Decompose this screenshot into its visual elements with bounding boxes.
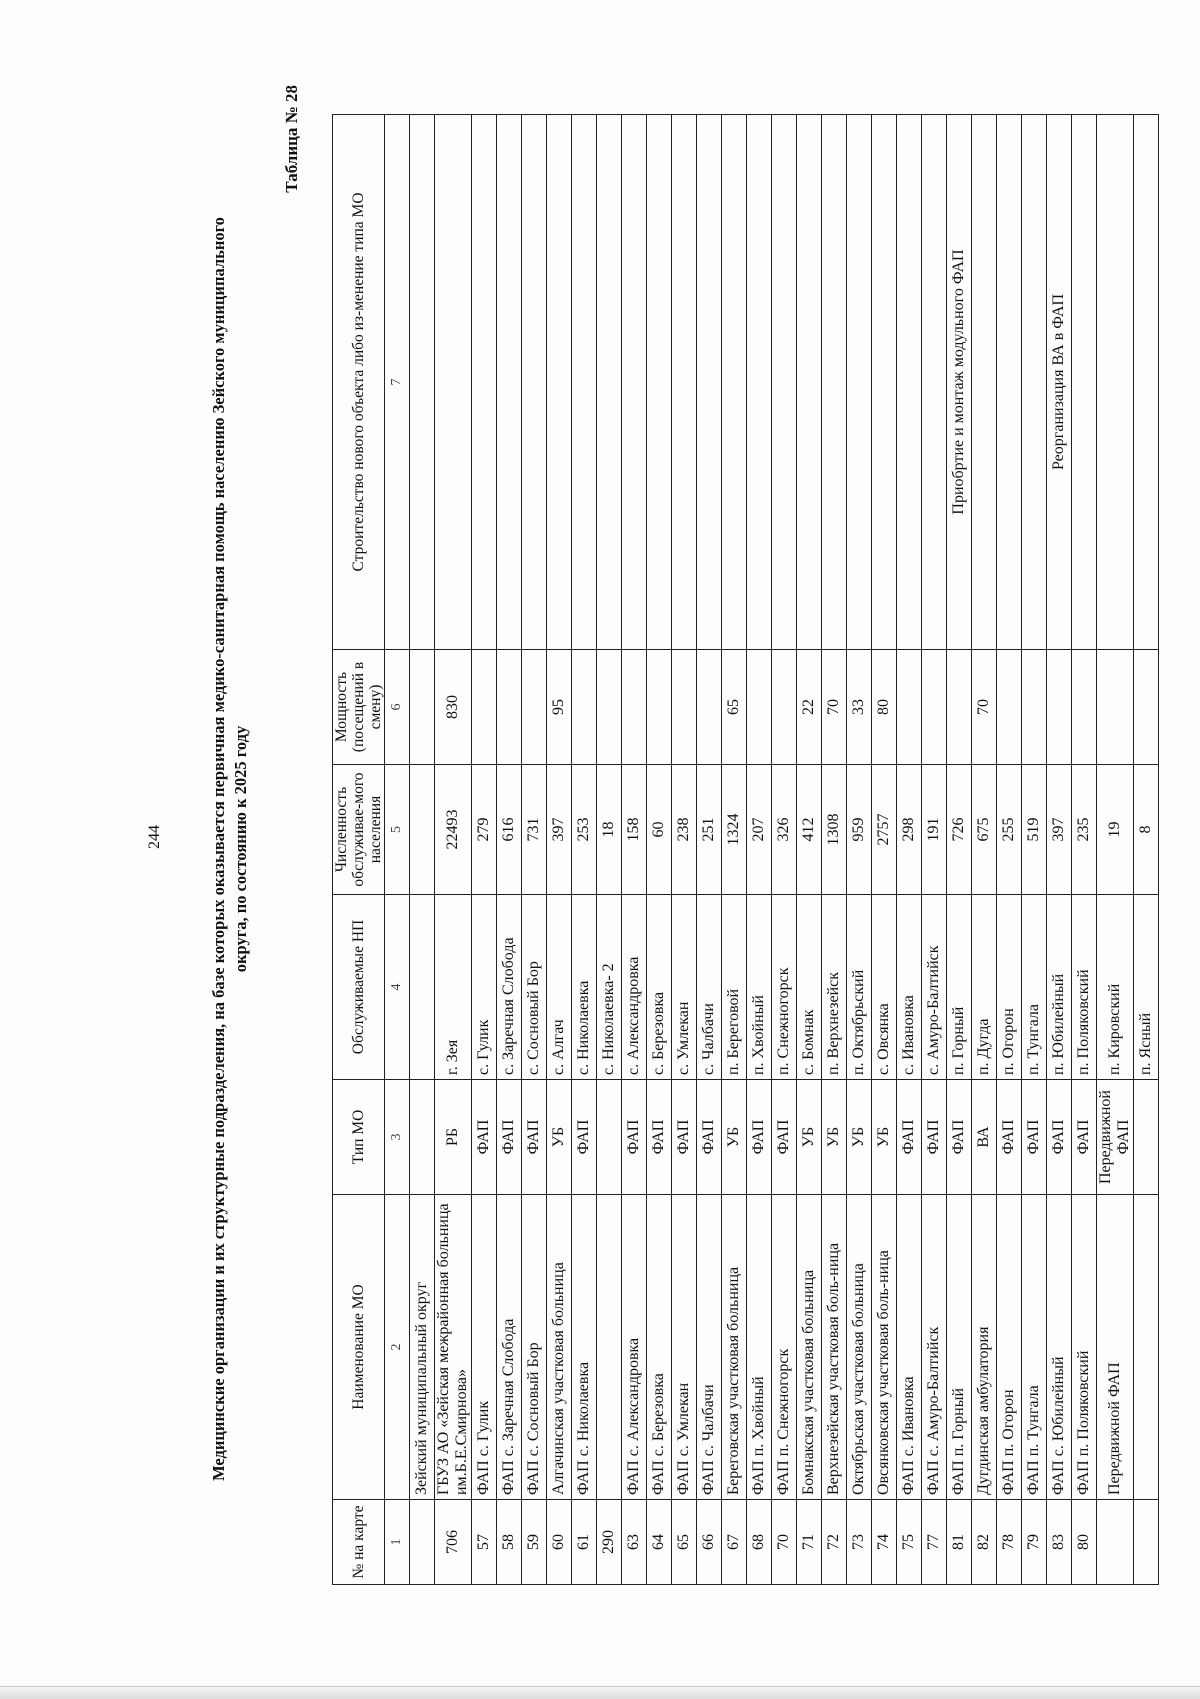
- capacity-cell: 80: [872, 650, 897, 765]
- table-row: [997, 115, 1022, 1585]
- map-number-cell: 66: [697, 1500, 722, 1585]
- settlement-cell: п. Береговой: [722, 895, 747, 1080]
- column-number: 6: [385, 650, 410, 765]
- population-cell: 412: [797, 765, 822, 895]
- table-label: Таблица № 28: [282, 85, 301, 193]
- organization-type-cell: [1134, 1080, 1159, 1195]
- map-number-cell: 60: [547, 1500, 572, 1585]
- organization-type-cell: ФАП: [947, 1080, 972, 1195]
- settlement-cell: с. Березовка: [647, 895, 672, 1080]
- capacity-cell: [772, 650, 797, 765]
- population-cell: 397: [1047, 765, 1072, 895]
- construction-note-cell: [435, 115, 472, 650]
- map-number-cell: 82: [972, 1500, 997, 1585]
- map-number-cell: 77: [922, 1500, 947, 1585]
- organization-name-cell: ФАП с. Березовка: [647, 1195, 672, 1500]
- organization-name-cell: ФАП с. Гулик: [472, 1195, 497, 1500]
- map-number-cell: 59: [522, 1500, 547, 1585]
- capacity-cell: 65: [722, 650, 747, 765]
- construction-note-cell: [697, 115, 722, 650]
- organization-type-cell: УБ: [822, 1080, 847, 1195]
- construction-note-cell: Приобртие и монтаж модульного ФАП: [947, 115, 972, 650]
- column-header: Наименование МО: [333, 1195, 385, 1500]
- construction-note-cell: [997, 115, 1022, 650]
- map-number-cell: 74: [872, 1500, 897, 1585]
- organization-type-cell: [597, 1080, 622, 1195]
- capacity-cell: [497, 650, 522, 765]
- organization-type-cell: ФАП: [1072, 1080, 1097, 1195]
- organization-type-cell: ФАП: [897, 1080, 922, 1195]
- construction-note-cell: [522, 115, 547, 650]
- organization-name-cell: ФАП с. Ивановка: [897, 1195, 922, 1500]
- construction-note-cell: [497, 115, 522, 650]
- map-number-cell: 64: [647, 1500, 672, 1585]
- organization-type-cell: ФАП: [1047, 1080, 1072, 1195]
- construction-note-cell: [722, 115, 747, 650]
- settlement-cell: п. Ясный: [1134, 895, 1159, 1080]
- table-row: [697, 115, 722, 1585]
- organization-type-cell: ФАП: [672, 1080, 697, 1195]
- capacity-cell: [1134, 650, 1159, 765]
- settlement-cell: с. Умлекан: [672, 895, 697, 1080]
- construction-note-cell: [597, 115, 622, 650]
- column-header: Тип МО: [333, 1080, 385, 1195]
- construction-note-cell: [797, 115, 822, 650]
- map-number-cell: 79: [1022, 1500, 1047, 1585]
- population-cell: 158: [622, 765, 647, 895]
- map-number-cell: 58: [497, 1500, 522, 1585]
- map-number-cell: 67: [722, 1500, 747, 1585]
- organization-type-cell: ФАП: [497, 1080, 522, 1195]
- settlement-cell: с. Гулик: [472, 895, 497, 1080]
- construction-note-cell: [672, 115, 697, 650]
- population-cell: 519: [1022, 765, 1047, 895]
- organization-type-cell: ФАП: [697, 1080, 722, 1195]
- column-header: Мощность (посещений в смену): [333, 650, 385, 765]
- settlement-cell: п. Октябрьский: [847, 895, 872, 1080]
- map-number-cell: 70: [772, 1500, 797, 1585]
- organization-type-cell: УБ: [722, 1080, 747, 1195]
- organization-type-cell: ФАП: [747, 1080, 772, 1195]
- population-cell: 238: [672, 765, 697, 895]
- organization-type-cell: Передвижной ФАП: [1097, 1080, 1134, 1195]
- table-row: [872, 115, 897, 1585]
- organization-type-cell: УБ: [797, 1080, 822, 1195]
- rotated-page: [90, 69, 1154, 1629]
- organization-name-cell: Октябрьская участковая больница: [847, 1195, 872, 1500]
- settlement-cell: п. Верхнезейск: [822, 895, 847, 1080]
- capacity-cell: [622, 650, 647, 765]
- construction-note-cell: [922, 115, 947, 650]
- capacity-cell: [472, 650, 497, 765]
- construction-note-cell: [897, 115, 922, 650]
- capacity-cell: 830: [435, 650, 472, 765]
- population-cell: 959: [847, 765, 872, 895]
- population-cell: 235: [1072, 765, 1097, 895]
- capacity-cell: 33: [847, 650, 872, 765]
- organization-type-cell: ФАП: [472, 1080, 497, 1195]
- population-cell: 1308: [822, 765, 847, 895]
- medical-organizations-table: [332, 114, 1159, 1585]
- population-cell: 726: [947, 765, 972, 895]
- organization-type-cell: УБ: [847, 1080, 872, 1195]
- construction-note-cell: [1072, 115, 1097, 650]
- map-number-cell: 290: [597, 1500, 622, 1585]
- population-cell: 253: [572, 765, 597, 895]
- organization-name-cell: Бомнакская участковая больница: [797, 1195, 822, 1500]
- table-row: [647, 115, 672, 1585]
- construction-note-cell: [647, 115, 672, 650]
- table-row: [747, 115, 772, 1585]
- settlement-cell: п. Кировский: [1097, 895, 1134, 1080]
- capacity-cell: [597, 650, 622, 765]
- settlement-cell: с. Амуро-Балтийск: [922, 895, 947, 1080]
- table-row: [1072, 115, 1097, 1585]
- table-row: [922, 115, 947, 1585]
- map-number-cell: 71: [797, 1500, 822, 1585]
- construction-note-cell: [1022, 115, 1047, 650]
- capacity-cell: [897, 650, 922, 765]
- settlement-cell: с. Овсянка: [872, 895, 897, 1080]
- organization-type-cell: ФАП: [997, 1080, 1022, 1195]
- population-cell: 60: [647, 765, 672, 895]
- column-number: 2: [385, 1195, 410, 1500]
- table-row: [822, 115, 847, 1585]
- settlement-cell: п. Огорон: [997, 895, 1022, 1080]
- organization-type-cell: ФАП: [772, 1080, 797, 1195]
- map-number-cell: 63: [622, 1500, 647, 1585]
- table-row: [897, 115, 922, 1585]
- population-cell: 18: [597, 765, 622, 895]
- column-header: Строительство нового объекта либо из-менение типа МО: [333, 115, 385, 650]
- capacity-cell: [672, 650, 697, 765]
- settlement-cell: с. Сосновый Бор: [522, 895, 547, 1080]
- organization-name-cell: [597, 1195, 622, 1500]
- settlement-cell: п. Юбилейный: [1047, 895, 1072, 1080]
- settlement-cell: с. Бомнак: [797, 895, 822, 1080]
- construction-note-cell: [847, 115, 872, 650]
- construction-note-cell: [972, 115, 997, 650]
- column-number: 3: [385, 1080, 410, 1195]
- construction-note-cell: [622, 115, 647, 650]
- capacity-cell: [947, 650, 972, 765]
- section-caption: Зейский муниципальный округ: [410, 1195, 435, 1500]
- capacity-cell: [1022, 650, 1047, 765]
- column-header: Обслуживаемые НП: [333, 895, 385, 1080]
- organization-name-cell: ФАП с. Сосновый Бор: [522, 1195, 547, 1500]
- organization-name-cell: ФАП с. Умлекан: [672, 1195, 697, 1500]
- organization-type-cell: ФАП: [1022, 1080, 1047, 1195]
- organization-name-cell: ФАП п. Поляковский: [1072, 1195, 1097, 1500]
- settlement-cell: п. Снежногорск: [772, 895, 797, 1080]
- organization-name-cell: Дугдинская амбулатория: [972, 1195, 997, 1500]
- map-number-cell: [1134, 1500, 1159, 1585]
- population-cell: 298: [897, 765, 922, 895]
- organization-name-cell: Алгачинская участковая больница: [547, 1195, 572, 1500]
- population-cell: 22493: [435, 765, 472, 895]
- organization-type-cell: ФАП: [622, 1080, 647, 1195]
- organization-name-cell: Передвижной ФАП: [1097, 1195, 1134, 1500]
- table-row: [435, 115, 472, 1585]
- map-number-cell: 73: [847, 1500, 872, 1585]
- organization-name-cell: Овсянковская участковая боль-ница: [872, 1195, 897, 1500]
- organization-type-cell: ФАП: [647, 1080, 672, 1195]
- capacity-cell: [747, 650, 772, 765]
- organization-type-cell: УБ: [872, 1080, 897, 1195]
- column-number: 5: [385, 765, 410, 895]
- organization-name-cell: ФАП с. Чалбачи: [697, 1195, 722, 1500]
- table-row: [1134, 115, 1159, 1585]
- map-number-cell: 65: [672, 1500, 697, 1585]
- population-cell: 397: [547, 765, 572, 895]
- organization-name-cell: ФАП с. Александровка: [622, 1195, 647, 1500]
- table-row: [847, 115, 872, 1585]
- map-number-cell: 78: [997, 1500, 1022, 1585]
- table-row: [722, 115, 747, 1585]
- construction-note-cell: [572, 115, 597, 650]
- organization-name-cell: ФАП с. Заречная Слобода: [497, 1195, 522, 1500]
- organization-name-cell: ФАП п. Хвойный: [747, 1195, 772, 1500]
- capacity-cell: 95: [547, 650, 572, 765]
- column-number: 4: [385, 895, 410, 1080]
- table-row: [622, 115, 647, 1585]
- organization-name-cell: ФАП п. Огорон: [997, 1195, 1022, 1500]
- construction-note-cell: [1097, 115, 1134, 650]
- construction-note-cell: [1134, 115, 1159, 650]
- organization-type-cell: ВА: [972, 1080, 997, 1195]
- capacity-cell: [522, 650, 547, 765]
- population-cell: 19: [1097, 765, 1134, 895]
- construction-note-cell: [747, 115, 772, 650]
- column-number: 7: [385, 115, 410, 650]
- table-row: [947, 115, 972, 1585]
- table-row: [572, 115, 597, 1585]
- construction-note-cell: [872, 115, 897, 650]
- table-row: [672, 115, 697, 1585]
- map-number-cell: 83: [1047, 1500, 1072, 1585]
- population-cell: 207: [747, 765, 772, 895]
- construction-note-cell: [547, 115, 572, 650]
- page-number: 244: [146, 825, 163, 849]
- column-header: Численность обслуживае-мого населения: [333, 765, 385, 895]
- capacity-cell: [997, 650, 1022, 765]
- map-number-cell: 80: [1072, 1500, 1097, 1585]
- population-cell: 1324: [722, 765, 747, 895]
- population-cell: 279: [472, 765, 497, 895]
- organization-name-cell: Береговская участковая больница: [722, 1195, 747, 1500]
- settlement-cell: с. Николаевка: [572, 895, 597, 1080]
- organization-name-cell: [1134, 1195, 1159, 1500]
- organization-type-cell: ФАП: [522, 1080, 547, 1195]
- organization-type-cell: УБ: [547, 1080, 572, 1195]
- table-row: [597, 115, 622, 1585]
- map-number-cell: 72: [822, 1500, 847, 1585]
- table-row: [472, 115, 497, 1585]
- scan-page-edge: [0, 1686, 1200, 1699]
- settlement-cell: п. Горный: [947, 895, 972, 1080]
- settlement-cell: п. Дугда: [972, 895, 997, 1080]
- population-cell: 2757: [872, 765, 897, 895]
- column-header: № на карте: [333, 1500, 385, 1585]
- capacity-cell: [1072, 650, 1097, 765]
- organization-name-cell: ФАП п. Тунгала: [1022, 1195, 1047, 1500]
- organization-name-cell: ФАП п. Снежногорск: [772, 1195, 797, 1500]
- table-row: [1097, 115, 1134, 1585]
- map-number-cell: 57: [472, 1500, 497, 1585]
- capacity-cell: [572, 650, 597, 765]
- map-number-cell: 61: [572, 1500, 597, 1585]
- map-number-cell: [1097, 1500, 1134, 1585]
- organization-type-cell: РБ: [435, 1080, 472, 1195]
- settlement-cell: с. Заречная Слобода: [497, 895, 522, 1080]
- organization-name-cell: ФАП с. Юбилейный: [1047, 1195, 1072, 1500]
- settlement-cell: с. Чалбачи: [697, 895, 722, 1080]
- population-cell: 326: [772, 765, 797, 895]
- organization-name-cell: ФАП с. Амуро-Балтийск: [922, 1195, 947, 1500]
- organization-name-cell: ГБУЗ АО «Зейская межрайонная больница им.Б.Е.Смирнова»: [435, 1195, 472, 1500]
- table-row: [1047, 115, 1072, 1585]
- capacity-cell: [1097, 650, 1134, 765]
- population-cell: 8: [1134, 765, 1159, 895]
- settlement-cell: г. Зея: [435, 895, 472, 1080]
- settlement-cell: с. Александровка: [622, 895, 647, 1080]
- organization-type-cell: ФАП: [572, 1080, 597, 1195]
- table-row: [522, 115, 547, 1585]
- settlement-cell: п. Поляковский: [1072, 895, 1097, 1080]
- capacity-cell: [647, 650, 672, 765]
- map-number-cell: 81: [947, 1500, 972, 1585]
- population-cell: 731: [522, 765, 547, 895]
- organization-name-cell: ФАП п. Горный: [947, 1195, 972, 1500]
- settlement-cell: с. Алгач: [547, 895, 572, 1080]
- capacity-cell: [1047, 650, 1072, 765]
- map-number-cell: 706: [435, 1500, 472, 1585]
- population-cell: 616: [497, 765, 522, 895]
- organization-name-cell: Верхнезейская участковая боль-ница: [822, 1195, 847, 1500]
- table-row: [972, 115, 997, 1585]
- construction-note-cell: [472, 115, 497, 650]
- settlement-cell: п. Хвойный: [747, 895, 772, 1080]
- settlement-cell: с. Николаевка- 2: [597, 895, 622, 1080]
- construction-note-cell: Реорганизация ВА в ФАП: [1047, 115, 1072, 650]
- capacity-cell: 70: [972, 650, 997, 765]
- settlement-cell: с. Ивановка: [897, 895, 922, 1080]
- capacity-cell: [922, 650, 947, 765]
- header-row: [333, 115, 385, 1585]
- capacity-cell: 22: [797, 650, 822, 765]
- table-row: [797, 115, 822, 1585]
- settlement-cell: п. Тунгала: [1022, 895, 1047, 1080]
- construction-note-cell: [772, 115, 797, 650]
- map-number-cell: 75: [897, 1500, 922, 1585]
- column-number-row: [385, 115, 410, 1585]
- organization-name-cell: ФАП с. Николаевка: [572, 1195, 597, 1500]
- column-number: 1: [385, 1500, 410, 1585]
- organization-type-cell: ФАП: [922, 1080, 947, 1195]
- population-cell: 255: [997, 765, 1022, 895]
- table-row: [547, 115, 572, 1585]
- capacity-cell: 70: [822, 650, 847, 765]
- population-cell: 675: [972, 765, 997, 895]
- population-cell: 191: [922, 765, 947, 895]
- table-row: [497, 115, 522, 1585]
- section-caption-row: [410, 115, 435, 1585]
- population-cell: 251: [697, 765, 722, 895]
- document-title: Медицинские организации и их структурные подразделения, на базе которых оказывается первичная медико-санитарная помощь населению Зейского муниципального округа, по состоянию к 2025 году: [209, 217, 250, 1481]
- map-number-cell: 68: [747, 1500, 772, 1585]
- capacity-cell: [697, 650, 722, 765]
- table-row: [772, 115, 797, 1585]
- table-row: [1022, 115, 1047, 1585]
- construction-note-cell: [822, 115, 847, 650]
